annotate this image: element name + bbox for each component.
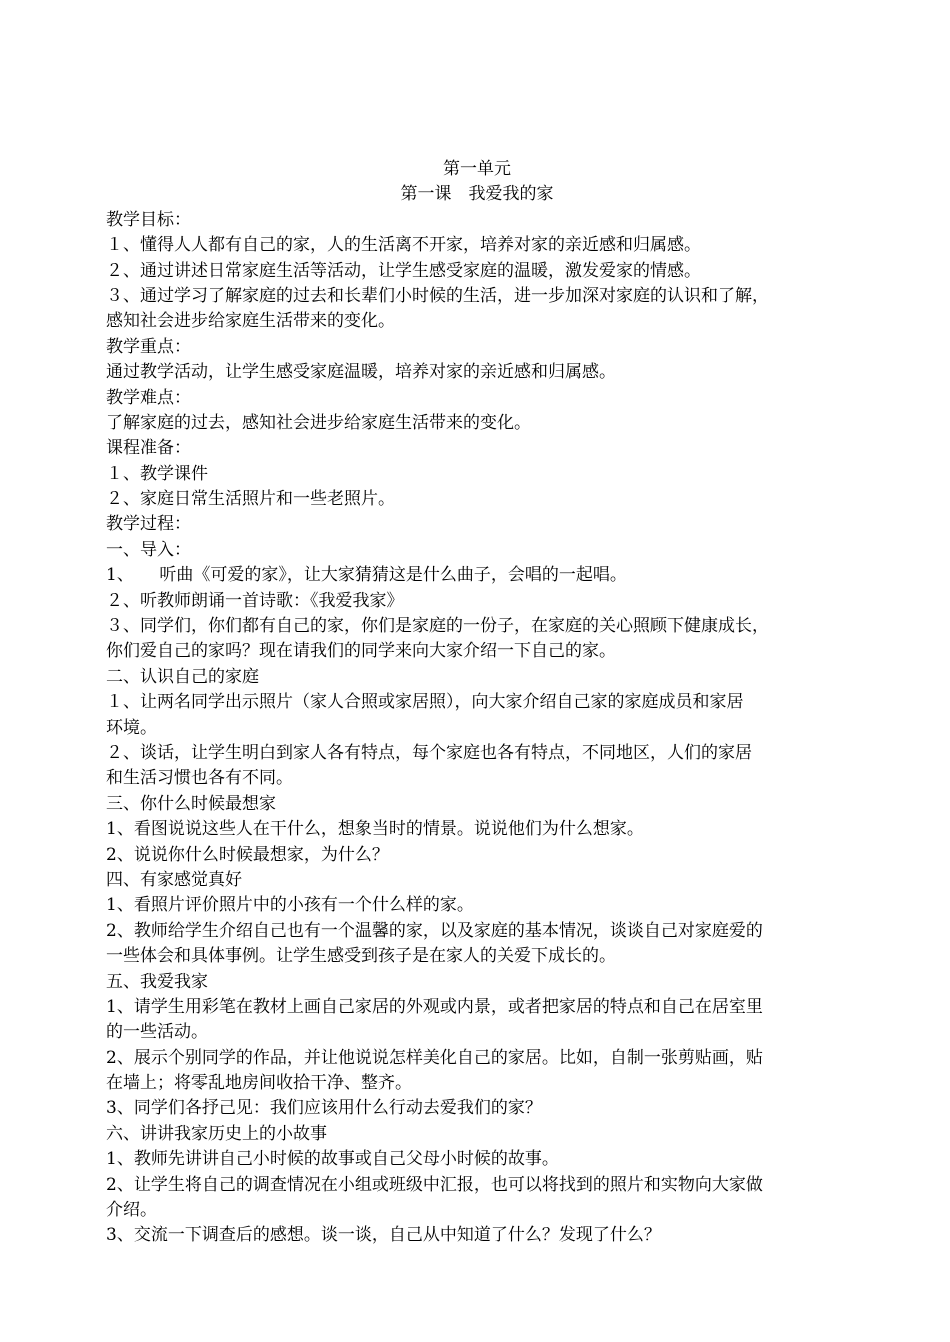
text-line: ２、通过讲述日常家庭生活等活动，让学生感受家庭的温暖，激发爱家的情感。 [106,260,701,281]
text-line: ３、同学们，你们都有自己的家，你们是家庭的一份子，在家庭的关心照顾下健康成长， [106,616,769,637]
text-line: 你们爱自己的家吗？现在请我们的同学来向大家介绍一下自己的家。 [106,641,616,662]
text-line: 介绍。 [106,1200,157,1221]
unit-title: 第一单元 [443,159,511,179]
text-line: 2、说说你什么时候最想家，为什么？ [106,844,389,865]
text-line: １、让两名同学出示照片（家人合照或家居照），向大家介绍自己家的家庭成员和家居 [106,692,744,713]
text-line: 2、让学生将自己的调查情况在小组或班级中汇报，也可以将找到的照片和实物向大家做 [106,1174,763,1195]
text-line: 3、交流一下调查后的感想。谈一谈，自己从中知道了什么？发现了什么？ [106,1225,661,1246]
text-line: 一些体会和具体事例。让学生感受到孩子是在家人的关爱下成长的。 [106,946,616,967]
text-line: 1、教师先讲讲自己小时候的故事或自己父母小时候的故事。 [106,1149,559,1170]
text-line: ３、通过学习了解家庭的过去和长辈们小时候的生活，进一步加深对家庭的认识和了解， [106,285,769,306]
text-line: 在墙上；将零乱地房间收拾干净、整齐。 [106,1073,412,1094]
text-line: １、懂得人人都有自己的家，人的生活离不开家，培养对家的亲近感和归属感。 [106,235,701,256]
text-line: 课程准备： [106,438,191,459]
text-line: 教学重点： [106,336,191,357]
text-line: 通过教学活动，让学生感受家庭温暖，培养对家的亲近感和归属感。 [106,362,616,383]
text-line: 教学目标： [106,209,191,230]
text-line: 3、同学们各抒己见：我们应该用什么行动去爱我们的家？ [106,1098,542,1119]
text-line: 1、看图说说这些人在干什么，想象当时的情景。说说他们为什么想家。 [106,819,644,840]
text-line: 感知社会进步给家庭生活带来的变化。 [106,311,395,332]
text-line: 二、认识自己的家庭 [106,666,259,687]
text-line: 三、你什么时候最想家 [106,793,276,814]
text-line: 2、展示个别同学的作品，并让他说说怎样美化自己的家居。比如，自制一张剪贴画，贴 [106,1047,763,1068]
lesson-title: 第一课 我爱我的家 [400,184,554,205]
text-line: 和生活习惯也各有不同。 [106,768,293,789]
text-line: 五、我爱我家 [106,971,208,992]
text-line: 四、有家感觉真好 [106,869,242,890]
document-body [106,208,848,1249]
document-page [106,157,848,1249]
text-line: 1、看照片评价照片中的小孩有一个什么样的家。 [106,895,474,916]
text-line: 一、导入： [106,539,191,560]
text-line: 教学过程： [106,514,191,535]
text-line: ２、家庭日常生活照片和一些老照片。 [106,489,395,510]
text-line: 的一些活动。 [106,1022,208,1043]
text-line: １、教学课件 [106,463,208,484]
text-line: ２、听教师朗诵一首诗歌：《我爱我家》 [106,590,404,611]
text-line: 教学难点： [106,387,191,408]
text-line: 六、讲讲我家历史上的小故事 [106,1123,327,1144]
text-line: 了解家庭的过去，感知社会进步给家庭生活带来的变化。 [106,412,531,433]
text-line: 1、 听曲《可爱的家》，让大家猜猜这是什么曲子，会唱的一起唱。 [106,565,627,586]
text-line: 1、请学生用彩笔在教材上画自己家居的外观或内景，或者把家居的特点和自己在居室里 [106,996,763,1017]
text-line: ２、谈话，让学生明白到家人各有特点，每个家庭也各有特点，不同地区，人们的家居 [106,742,752,763]
text-line: 2、教师给学生介绍自己也有一个温馨的家，以及家庭的基本情况，谈谈自己对家庭爱的 [106,920,763,941]
text-line: 环境。 [106,717,157,738]
